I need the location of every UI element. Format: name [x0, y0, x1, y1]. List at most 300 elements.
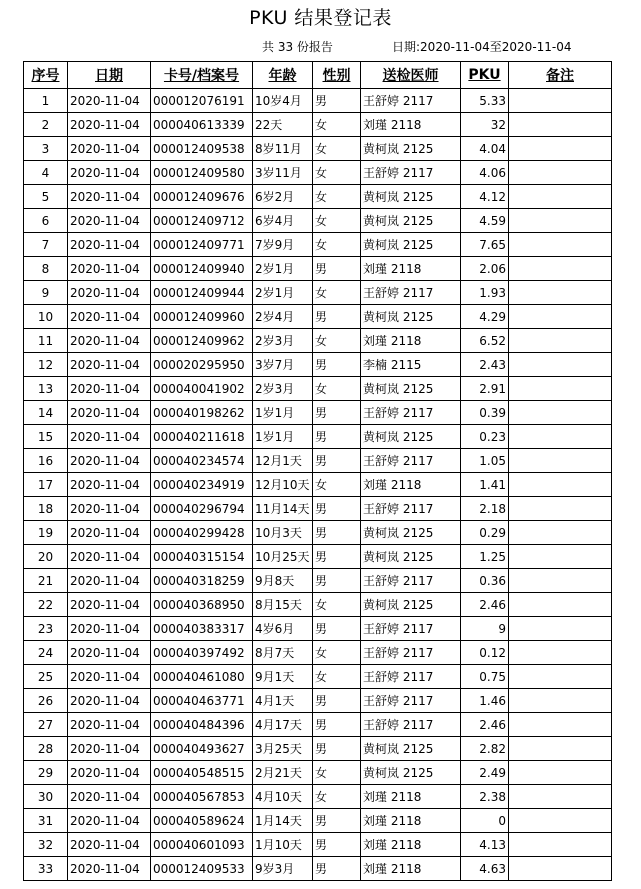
cell-pku: 4.29 [461, 305, 509, 329]
cell-date: 2020-11-04 [68, 521, 151, 545]
cell-index: 17 [24, 473, 68, 497]
col-header-doctor: 送检医师 [361, 62, 461, 89]
cell-date: 2020-11-04 [68, 497, 151, 521]
table-row [24, 833, 612, 857]
cell-age: 9月1天 [253, 665, 313, 689]
table-row [24, 689, 612, 713]
cell-card-no: 000040296794 [151, 497, 253, 521]
cell-doctor: 王舒婷 2117 [361, 497, 461, 521]
table-row [24, 377, 612, 401]
cell-sex: 男 [313, 401, 361, 425]
cell-pku: 2.49 [461, 761, 509, 785]
cell-age: 3岁7月 [253, 353, 313, 377]
cell-date: 2020-11-04 [68, 857, 151, 881]
table-row [24, 809, 612, 833]
cell-sex: 男 [313, 713, 361, 737]
cell-doctor: 王舒婷 2117 [361, 449, 461, 473]
cell-age: 4月1天 [253, 689, 313, 713]
cell-remark [509, 737, 612, 761]
cell-index: 22 [24, 593, 68, 617]
table-row [24, 545, 612, 569]
cell-remark [509, 329, 612, 353]
cell-age: 3岁11月 [253, 161, 313, 185]
cell-pku: 2.43 [461, 353, 509, 377]
cell-pku: 4.06 [461, 161, 509, 185]
cell-card-no: 000040368950 [151, 593, 253, 617]
cell-remark [509, 785, 612, 809]
table-header-row [24, 62, 612, 89]
cell-date: 2020-11-04 [68, 473, 151, 497]
cell-sex: 女 [313, 185, 361, 209]
cell-remark [509, 209, 612, 233]
cell-age: 8月15天 [253, 593, 313, 617]
cell-card-no: 000012409533 [151, 857, 253, 881]
cell-card-no: 000012409962 [151, 329, 253, 353]
cell-doctor: 王舒婷 2117 [361, 281, 461, 305]
cell-pku: 0.39 [461, 401, 509, 425]
cell-pku: 2.46 [461, 713, 509, 737]
cell-pku: 7.65 [461, 233, 509, 257]
cell-doctor: 黄柯岚 2125 [361, 209, 461, 233]
cell-date: 2020-11-04 [68, 713, 151, 737]
cell-sex: 女 [313, 161, 361, 185]
cell-date: 2020-11-04 [68, 569, 151, 593]
cell-remark [509, 857, 612, 881]
cell-sex: 男 [313, 833, 361, 857]
cell-index: 15 [24, 425, 68, 449]
cell-index: 6 [24, 209, 68, 233]
cell-date: 2020-11-04 [68, 353, 151, 377]
col-header-age: 年龄 [253, 62, 313, 89]
cell-index: 29 [24, 761, 68, 785]
cell-card-no: 000012409940 [151, 257, 253, 281]
table-row [24, 161, 612, 185]
cell-index: 19 [24, 521, 68, 545]
results-table [23, 61, 612, 881]
cell-remark [509, 761, 612, 785]
cell-doctor: 黄柯岚 2125 [361, 521, 461, 545]
cell-sex: 男 [313, 737, 361, 761]
cell-date: 2020-11-04 [68, 665, 151, 689]
cell-card-no: 000040613339 [151, 113, 253, 137]
cell-index: 33 [24, 857, 68, 881]
cell-pku: 1.05 [461, 449, 509, 473]
cell-doctor: 王舒婷 2117 [361, 89, 461, 113]
cell-card-no: 000012409538 [151, 137, 253, 161]
cell-index: 31 [24, 809, 68, 833]
cell-age: 10岁4月 [253, 89, 313, 113]
cell-date: 2020-11-04 [68, 113, 151, 137]
table-row [24, 569, 612, 593]
cell-doctor: 刘瑾 2118 [361, 329, 461, 353]
cell-age: 2月21天 [253, 761, 313, 785]
cell-date: 2020-11-04 [68, 137, 151, 161]
cell-card-no: 000040484396 [151, 713, 253, 737]
cell-remark [509, 833, 612, 857]
cell-doctor: 王舒婷 2117 [361, 401, 461, 425]
cell-card-no: 000020295950 [151, 353, 253, 377]
cell-sex: 女 [313, 641, 361, 665]
cell-pku: 2.82 [461, 737, 509, 761]
cell-pku: 0.29 [461, 521, 509, 545]
table-row [24, 521, 612, 545]
cell-card-no: 000012409960 [151, 305, 253, 329]
cell-age: 2岁1月 [253, 257, 313, 281]
cell-sex: 男 [313, 449, 361, 473]
table-row [24, 593, 612, 617]
table-row [24, 89, 612, 113]
table-row [24, 281, 612, 305]
col-header-sex: 性别 [313, 62, 361, 89]
cell-doctor: 刘瑾 2118 [361, 257, 461, 281]
cell-sex: 女 [313, 473, 361, 497]
cell-pku: 5.33 [461, 89, 509, 113]
cell-date: 2020-11-04 [68, 329, 151, 353]
cell-date: 2020-11-04 [68, 785, 151, 809]
cell-date: 2020-11-04 [68, 617, 151, 641]
cell-sex: 男 [313, 617, 361, 641]
cell-sex: 男 [313, 569, 361, 593]
cell-remark [509, 713, 612, 737]
cell-age: 22天 [253, 113, 313, 137]
cell-age: 7岁9月 [253, 233, 313, 257]
cell-doctor: 刘瑾 2118 [361, 785, 461, 809]
cell-card-no: 000012409712 [151, 209, 253, 233]
cell-remark [509, 569, 612, 593]
table-row [24, 209, 612, 233]
table-row [24, 353, 612, 377]
col-header-pku: PKU [461, 62, 509, 89]
col-header-remark: 备注 [509, 62, 612, 89]
cell-card-no: 000040463771 [151, 689, 253, 713]
cell-age: 9月8天 [253, 569, 313, 593]
cell-remark [509, 377, 612, 401]
cell-remark [509, 497, 612, 521]
cell-remark [509, 185, 612, 209]
cell-date: 2020-11-04 [68, 257, 151, 281]
cell-sex: 男 [313, 305, 361, 329]
cell-sex: 女 [313, 785, 361, 809]
cell-age: 6岁4月 [253, 209, 313, 233]
cell-card-no: 000012409944 [151, 281, 253, 305]
cell-doctor: 刘瑾 2118 [361, 809, 461, 833]
cell-age: 2岁3月 [253, 377, 313, 401]
table-row [24, 305, 612, 329]
cell-sex: 女 [313, 593, 361, 617]
cell-remark [509, 233, 612, 257]
cell-index: 11 [24, 329, 68, 353]
cell-pku: 2.06 [461, 257, 509, 281]
cell-index: 4 [24, 161, 68, 185]
cell-card-no: 000012409580 [151, 161, 253, 185]
cell-sex: 男 [313, 809, 361, 833]
cell-date: 2020-11-04 [68, 689, 151, 713]
cell-sex: 女 [313, 281, 361, 305]
cell-card-no: 000040567853 [151, 785, 253, 809]
cell-remark [509, 353, 612, 377]
cell-sex: 男 [313, 497, 361, 521]
cell-date: 2020-11-04 [68, 449, 151, 473]
table-row [24, 617, 612, 641]
cell-date: 2020-11-04 [68, 89, 151, 113]
cell-sex: 男 [313, 89, 361, 113]
cell-remark [509, 161, 612, 185]
cell-index: 10 [24, 305, 68, 329]
cell-doctor: 王舒婷 2117 [361, 641, 461, 665]
cell-card-no: 000040198262 [151, 401, 253, 425]
cell-doctor: 黄柯岚 2125 [361, 761, 461, 785]
table-row [24, 329, 612, 353]
cell-index: 30 [24, 785, 68, 809]
cell-pku: 4.59 [461, 209, 509, 233]
cell-remark [509, 305, 612, 329]
cell-pku: 4.63 [461, 857, 509, 881]
cell-doctor: 刘瑾 2118 [361, 833, 461, 857]
cell-remark [509, 521, 612, 545]
table-row [24, 449, 612, 473]
cell-pku: 0.12 [461, 641, 509, 665]
cell-remark [509, 641, 612, 665]
cell-date: 2020-11-04 [68, 545, 151, 569]
table-row [24, 473, 612, 497]
table-row [24, 641, 612, 665]
cell-pku: 6.52 [461, 329, 509, 353]
cell-index: 20 [24, 545, 68, 569]
cell-index: 21 [24, 569, 68, 593]
cell-card-no: 000040397492 [151, 641, 253, 665]
cell-date: 2020-11-04 [68, 281, 151, 305]
cell-age: 4岁6月 [253, 617, 313, 641]
cell-pku: 2.18 [461, 497, 509, 521]
cell-index: 5 [24, 185, 68, 209]
table-row [24, 785, 612, 809]
cell-remark [509, 401, 612, 425]
cell-remark [509, 113, 612, 137]
cell-sex: 女 [313, 761, 361, 785]
cell-date: 2020-11-04 [68, 209, 151, 233]
cell-index: 26 [24, 689, 68, 713]
cell-age: 2岁3月 [253, 329, 313, 353]
cell-remark [509, 473, 612, 497]
cell-card-no: 000040383317 [151, 617, 253, 641]
cell-index: 2 [24, 113, 68, 137]
cell-sex: 男 [313, 353, 361, 377]
cell-date: 2020-11-04 [68, 641, 151, 665]
cell-pku: 2.91 [461, 377, 509, 401]
cell-age: 10月25天 [253, 545, 313, 569]
cell-age: 8月7天 [253, 641, 313, 665]
cell-doctor: 黄柯岚 2125 [361, 425, 461, 449]
cell-date: 2020-11-04 [68, 233, 151, 257]
cell-doctor: 黄柯岚 2125 [361, 185, 461, 209]
cell-remark [509, 665, 612, 689]
cell-sex: 男 [313, 257, 361, 281]
cell-sex: 女 [313, 329, 361, 353]
cell-date: 2020-11-04 [68, 761, 151, 785]
cell-doctor: 王舒婷 2117 [361, 569, 461, 593]
cell-doctor: 黄柯岚 2125 [361, 545, 461, 569]
table-row [24, 761, 612, 785]
cell-card-no: 000040318259 [151, 569, 253, 593]
cell-doctor: 王舒婷 2117 [361, 689, 461, 713]
cell-sex: 男 [313, 425, 361, 449]
table-row [24, 233, 612, 257]
cell-remark [509, 545, 612, 569]
cell-doctor: 刘瑾 2118 [361, 473, 461, 497]
cell-remark [509, 89, 612, 113]
cell-pku: 0 [461, 809, 509, 833]
cell-card-no: 000040589624 [151, 809, 253, 833]
cell-sex: 女 [313, 209, 361, 233]
table-row [24, 425, 612, 449]
cell-doctor: 王舒婷 2117 [361, 665, 461, 689]
table-row [24, 737, 612, 761]
cell-doctor: 王舒婷 2117 [361, 161, 461, 185]
cell-pku: 32 [461, 113, 509, 137]
col-header-card-no: 卡号/档案号 [151, 62, 253, 89]
cell-card-no: 000040601093 [151, 833, 253, 857]
cell-index: 16 [24, 449, 68, 473]
cell-date: 2020-11-04 [68, 185, 151, 209]
cell-date: 2020-11-04 [68, 377, 151, 401]
table-row [24, 713, 612, 737]
cell-pku: 4.04 [461, 137, 509, 161]
cell-date: 2020-11-04 [68, 737, 151, 761]
cell-index: 13 [24, 377, 68, 401]
cell-date: 2020-11-04 [68, 305, 151, 329]
cell-age: 12月1天 [253, 449, 313, 473]
cell-age: 1月10天 [253, 833, 313, 857]
cell-age: 2岁1月 [253, 281, 313, 305]
cell-doctor: 黄柯岚 2125 [361, 737, 461, 761]
cell-doctor: 刘瑾 2118 [361, 113, 461, 137]
cell-doctor: 黄柯岚 2125 [361, 305, 461, 329]
cell-index: 1 [24, 89, 68, 113]
cell-doctor: 黄柯岚 2125 [361, 137, 461, 161]
cell-pku: 0.36 [461, 569, 509, 593]
cell-pku: 1.46 [461, 689, 509, 713]
cell-date: 2020-11-04 [68, 833, 151, 857]
cell-age: 9岁3月 [253, 857, 313, 881]
cell-sex: 女 [313, 137, 361, 161]
cell-doctor: 黄柯岚 2125 [361, 593, 461, 617]
cell-doctor: 黄柯岚 2125 [361, 233, 461, 257]
cell-doctor: 李楠 2115 [361, 353, 461, 377]
cell-sex: 女 [313, 113, 361, 137]
table-row [24, 137, 612, 161]
cell-index: 25 [24, 665, 68, 689]
cell-index: 3 [24, 137, 68, 161]
cell-age: 11月14天 [253, 497, 313, 521]
cell-card-no: 000012409771 [151, 233, 253, 257]
cell-doctor: 刘瑾 2118 [361, 857, 461, 881]
cell-sex: 男 [313, 857, 361, 881]
cell-sex: 男 [313, 689, 361, 713]
cell-pku: 4.12 [461, 185, 509, 209]
cell-card-no: 000040211618 [151, 425, 253, 449]
table-row [24, 401, 612, 425]
cell-index: 24 [24, 641, 68, 665]
cell-pku: 0.75 [461, 665, 509, 689]
cell-remark [509, 257, 612, 281]
cell-card-no: 000040234919 [151, 473, 253, 497]
report-count: 共 33 份报告 [262, 40, 333, 54]
cell-card-no: 000012409676 [151, 185, 253, 209]
cell-sex: 女 [313, 377, 361, 401]
cell-age: 10月3天 [253, 521, 313, 545]
col-header-date: 日期 [68, 62, 151, 89]
cell-date: 2020-11-04 [68, 161, 151, 185]
cell-age: 12月10天 [253, 473, 313, 497]
cell-index: 9 [24, 281, 68, 305]
cell-pku: 1.25 [461, 545, 509, 569]
cell-remark [509, 425, 612, 449]
cell-sex: 女 [313, 233, 361, 257]
cell-pku: 2.38 [461, 785, 509, 809]
cell-index: 23 [24, 617, 68, 641]
cell-sex: 男 [313, 521, 361, 545]
cell-index: 32 [24, 833, 68, 857]
cell-card-no: 000012076191 [151, 89, 253, 113]
cell-doctor: 黄柯岚 2125 [361, 377, 461, 401]
cell-date: 2020-11-04 [68, 593, 151, 617]
cell-age: 1岁1月 [253, 425, 313, 449]
cell-card-no: 000040315154 [151, 545, 253, 569]
cell-pku: 1.41 [461, 473, 509, 497]
cell-remark [509, 593, 612, 617]
cell-index: 27 [24, 713, 68, 737]
cell-date: 2020-11-04 [68, 401, 151, 425]
cell-sex: 男 [313, 545, 361, 569]
table-row [24, 857, 612, 881]
cell-remark [509, 689, 612, 713]
cell-index: 18 [24, 497, 68, 521]
cell-remark [509, 281, 612, 305]
cell-age: 1岁1月 [253, 401, 313, 425]
cell-card-no: 000040234574 [151, 449, 253, 473]
cell-remark [509, 137, 612, 161]
cell-age: 1月14天 [253, 809, 313, 833]
cell-date: 2020-11-04 [68, 809, 151, 833]
cell-pku: 9 [461, 617, 509, 641]
cell-index: 12 [24, 353, 68, 377]
cell-age: 8岁11月 [253, 137, 313, 161]
cell-doctor: 王舒婷 2117 [361, 617, 461, 641]
col-header-index: 序号 [24, 62, 68, 89]
cell-card-no: 000040041902 [151, 377, 253, 401]
cell-remark [509, 617, 612, 641]
table-row [24, 113, 612, 137]
cell-pku: 0.23 [461, 425, 509, 449]
cell-index: 7 [24, 233, 68, 257]
cell-card-no: 000040548515 [151, 761, 253, 785]
cell-age: 6岁2月 [253, 185, 313, 209]
cell-card-no: 000040299428 [151, 521, 253, 545]
cell-age: 4月10天 [253, 785, 313, 809]
cell-pku: 4.13 [461, 833, 509, 857]
cell-pku: 2.46 [461, 593, 509, 617]
cell-sex: 女 [313, 665, 361, 689]
table-row [24, 185, 612, 209]
cell-pku: 1.93 [461, 281, 509, 305]
table-row [24, 257, 612, 281]
cell-age: 3月25天 [253, 737, 313, 761]
cell-index: 28 [24, 737, 68, 761]
cell-age: 2岁4月 [253, 305, 313, 329]
cell-index: 8 [24, 257, 68, 281]
cell-date: 2020-11-04 [68, 425, 151, 449]
cell-index: 14 [24, 401, 68, 425]
